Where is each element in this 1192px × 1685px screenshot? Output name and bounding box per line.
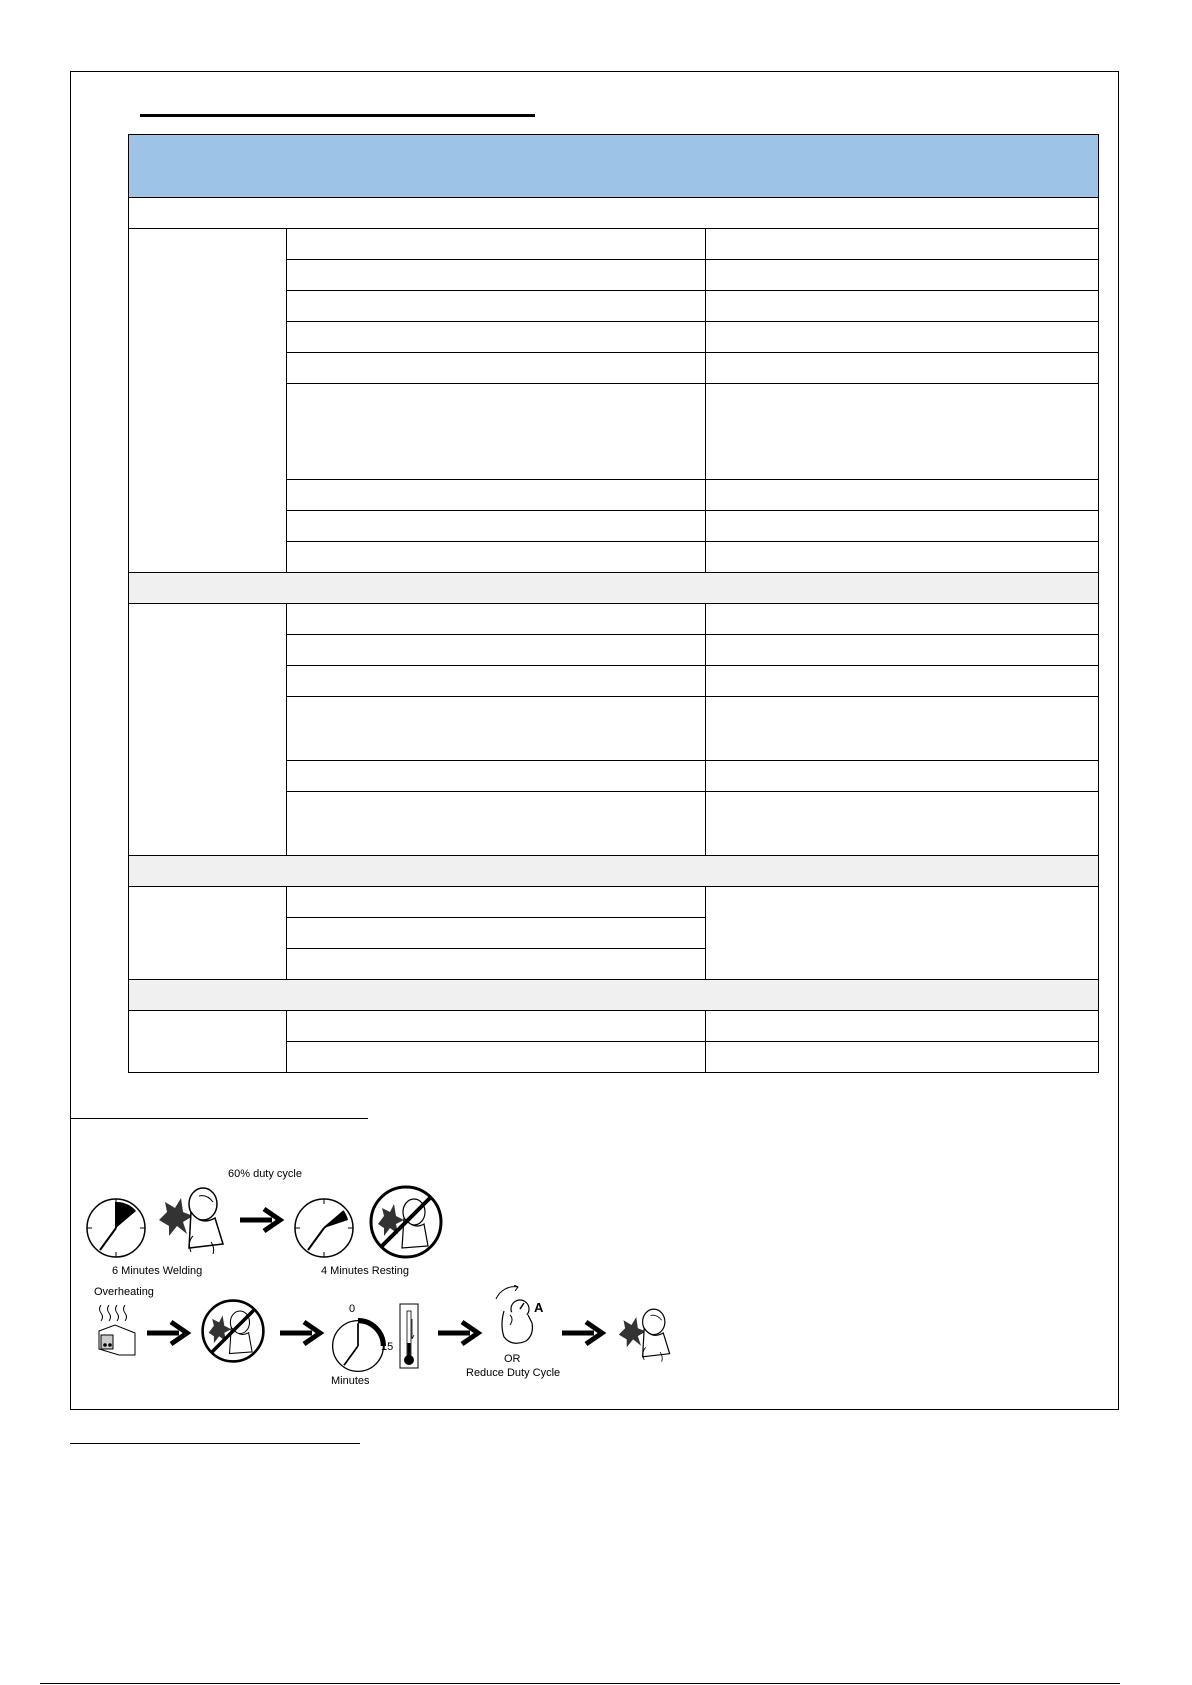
- value-cell: [706, 635, 1099, 666]
- value-cell: [706, 1042, 1099, 1073]
- section-underline: [70, 1118, 368, 1119]
- section-underline: [70, 1443, 360, 1444]
- arrow-right-icon: [278, 1318, 326, 1348]
- param-cell: [287, 949, 706, 980]
- resting-caption: 4 Minutes Resting: [321, 1265, 410, 1277]
- arrow-right-icon: [238, 1205, 286, 1235]
- section-row: [129, 856, 1099, 887]
- footer-rule: [40, 1683, 1120, 1684]
- value-cell: [706, 384, 1099, 480]
- or-label: OR: [504, 1353, 521, 1365]
- welding-caption: 6 Minutes Welding: [112, 1265, 203, 1277]
- param-cell: [287, 480, 706, 511]
- param-cell: [287, 635, 706, 666]
- param-cell: [287, 1011, 706, 1042]
- arrow-right-icon: [560, 1318, 608, 1348]
- group-label-cell: [129, 1011, 287, 1073]
- param-cell: [287, 666, 706, 697]
- value-cell: [706, 322, 1099, 353]
- thermometer-icon: [399, 1303, 419, 1369]
- param-cell: [287, 291, 706, 322]
- no-welding-icon: [200, 1298, 266, 1364]
- reduce-duty-caption: Reduce Duty Cycle: [466, 1367, 561, 1379]
- value-cell: [706, 353, 1099, 384]
- param-cell: [287, 1042, 706, 1073]
- param-cell: [287, 918, 706, 949]
- param-cell: [287, 761, 706, 792]
- value-cell: [706, 666, 1099, 697]
- adjust-knob-icon: [492, 1285, 542, 1349]
- specifications-table: [128, 134, 1099, 1073]
- arrow-right-icon: [436, 1318, 484, 1348]
- timer-end-label: 15: [381, 1341, 394, 1353]
- value-cell: [706, 604, 1099, 635]
- no-welding-icon: [368, 1184, 444, 1260]
- knob-letter: A: [534, 1300, 544, 1315]
- welder-icon: [614, 1303, 676, 1363]
- value-cell: [706, 1011, 1099, 1042]
- param-cell: [287, 542, 706, 573]
- value-cell: [706, 887, 1099, 980]
- param-cell: [287, 511, 706, 542]
- value-cell: [706, 480, 1099, 511]
- overheating-icon: [95, 1305, 137, 1357]
- value-cell: [706, 291, 1099, 322]
- param-cell: [287, 792, 706, 856]
- value-cell: [706, 697, 1099, 761]
- value-cell: [706, 260, 1099, 291]
- duty-cycle-label: 60% duty cycle: [228, 1168, 302, 1180]
- value-cell: [706, 761, 1099, 792]
- minutes-caption: Minutes: [331, 1375, 370, 1387]
- group-label-cell: [129, 887, 287, 980]
- param-cell: [287, 604, 706, 635]
- param-cell: [287, 697, 706, 761]
- group-label-cell: [129, 604, 287, 856]
- param-cell: [287, 260, 706, 291]
- group-label-cell: [129, 229, 287, 573]
- clock-icon: [330, 1318, 386, 1374]
- welder-icon: [153, 1182, 231, 1254]
- param-cell: [287, 229, 706, 260]
- section-row: [129, 573, 1099, 604]
- title-underline: [140, 114, 535, 117]
- timer-start-label: 0: [349, 1303, 356, 1315]
- arrow-right-icon: [145, 1318, 193, 1348]
- overheating-label: Overheating: [94, 1286, 154, 1298]
- param-cell: [287, 887, 706, 918]
- value-cell: [706, 792, 1099, 856]
- param-cell: [287, 353, 706, 384]
- section-row: [129, 198, 1099, 229]
- clock-icon: [84, 1196, 148, 1260]
- value-cell: [706, 542, 1099, 573]
- value-cell: [706, 229, 1099, 260]
- table-header: [129, 135, 1099, 198]
- section-row: [129, 980, 1099, 1011]
- param-cell: [287, 384, 706, 480]
- value-cell: [706, 511, 1099, 542]
- param-cell: [287, 322, 706, 353]
- clock-icon: [292, 1196, 356, 1260]
